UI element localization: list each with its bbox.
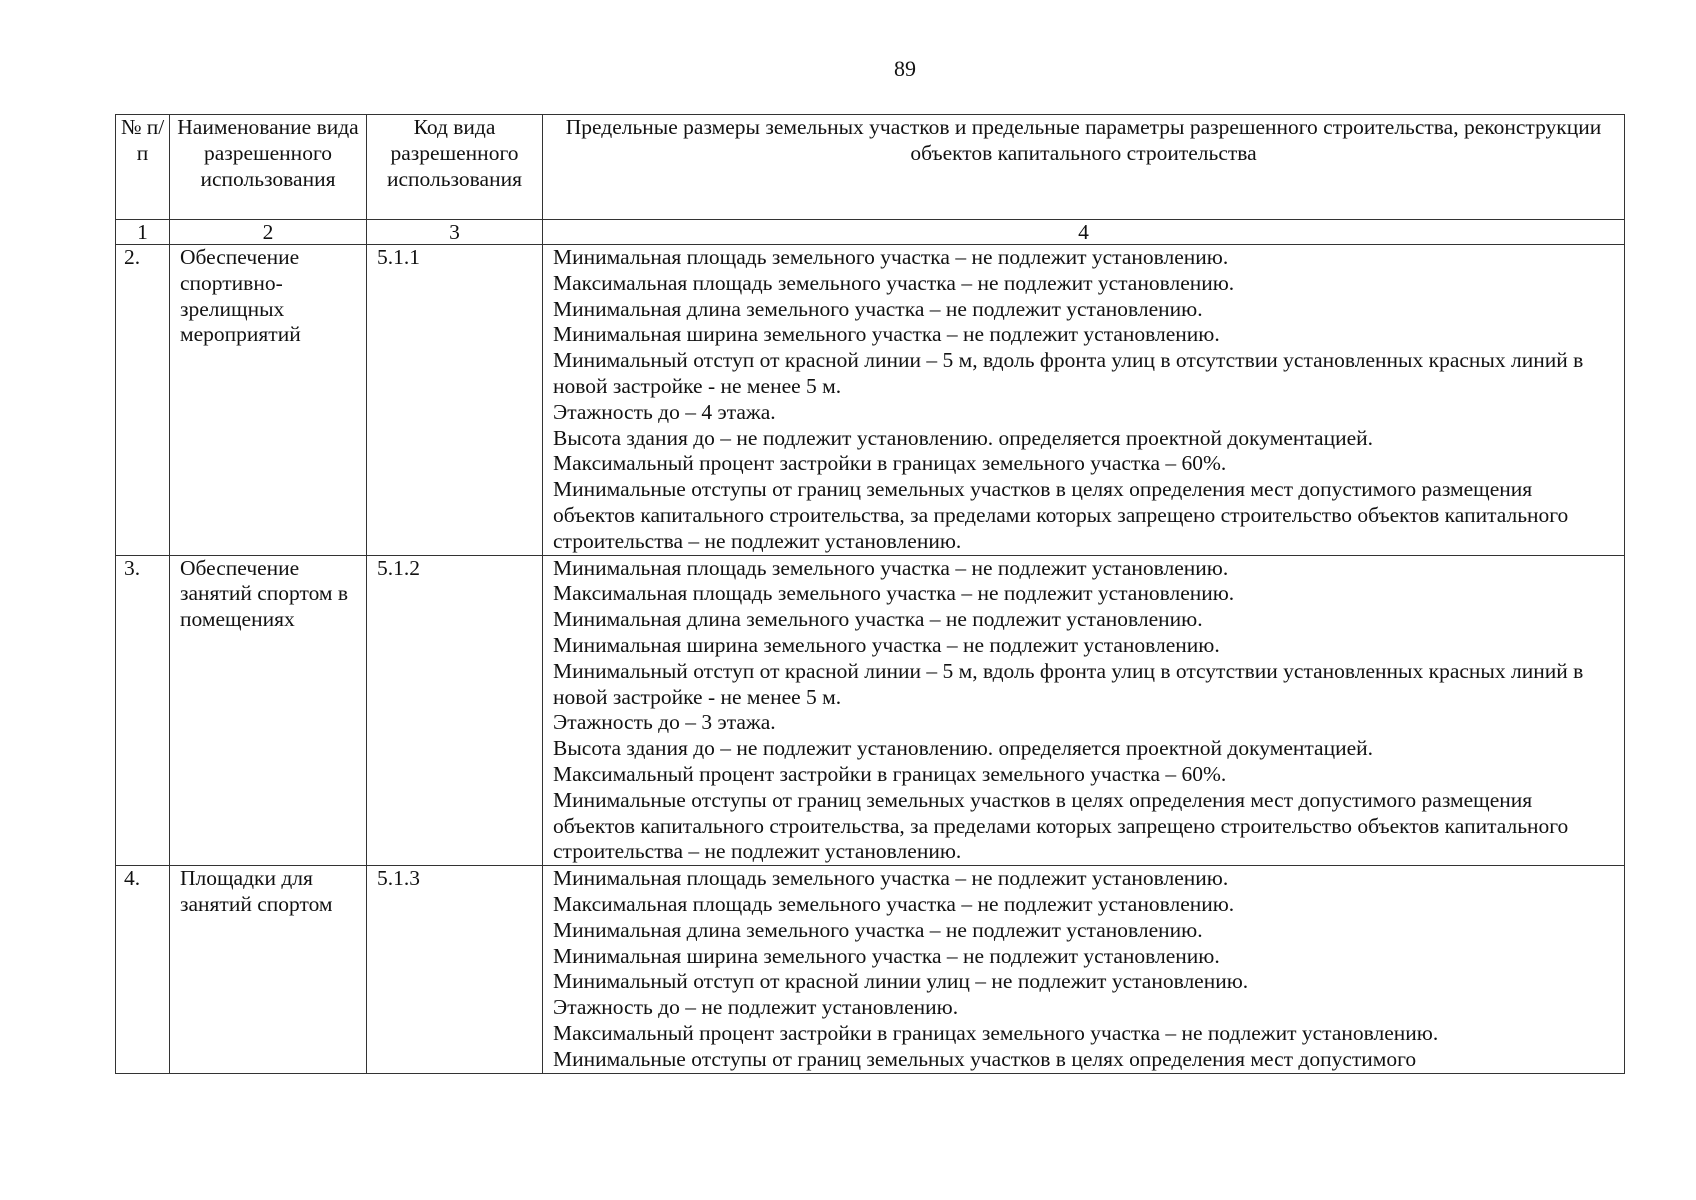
row-number: 4. [116, 866, 170, 1073]
parameter-line: Высота здания до – не подлежит установлению. определяется проектной документацией. [553, 425, 1374, 450]
table-row [116, 555, 1625, 866]
parameter-line: Максимальный процент застройки в границах земельного участка – 60%. [553, 761, 1227, 786]
land-use-parameters-table [115, 114, 1625, 1074]
use-code: 5.1.3 [367, 866, 543, 1073]
use-name: Площадки для занятий спортом [170, 866, 367, 1073]
page-number: 89 [894, 56, 916, 81]
parameter-line: Минимальный отступ от красной линии – 5 м, вдоль фронта улиц в отсутствии установленных красных линий в новой застройке - не менее 5 м. [553, 348, 1584, 398]
parameter-line: Минимальная ширина земельного участка – не подлежит установлению. [553, 322, 1220, 347]
table-row [116, 866, 1625, 1073]
use-parameters [543, 555, 1625, 866]
row-number: 2. [116, 245, 170, 556]
parameter-line: Минимальная площадь земельного участка – не подлежит установлению. [553, 245, 1229, 269]
parameter-line: Минимальная длина земельного участка – не подлежит установлению. [553, 917, 1203, 942]
parameter-line: Высота здания до – не подлежит установлению. определяется проектной документацией. [553, 736, 1374, 761]
parameter-line: Минимальные отступы от границ земельных участков в целях определения мест допустимого [553, 1046, 1417, 1071]
parameter-line: Минимальная ширина земельного участка – не подлежит установлению. [553, 943, 1220, 968]
parameter-line: Минимальные отступы от границ земельных участков в целях определения мест допустимого размещения объектов капитального строительства, за пределами которых запрещено строительство объектов капитального строительства – не подлежит установлению. [553, 787, 1569, 864]
parameter-line: Минимальный отступ от красной линии улиц – не подлежит установлению. [553, 969, 1249, 994]
parameter-line: Максимальная площадь земельного участка – не подлежит установлению. [553, 270, 1235, 295]
header-parameters: Предельные размеры земельных участков и предельные параметры разрешенного строительства, реконструкции объектов капитального строительства [543, 115, 1625, 220]
header-use-name: Наименование вида разрешенного использования [170, 115, 367, 220]
parameter-line: Этажность до – 4 этажа. [553, 399, 776, 424]
table-header-row [116, 115, 1625, 220]
column-number: 1 [116, 220, 170, 245]
parameter-line: Этажность до – не подлежит установлению. [553, 995, 959, 1020]
parameter-line: Минимальная площадь земельного участка – не подлежит установлению. [553, 866, 1229, 891]
parameter-line: Минимальный отступ от красной линии – 5 м, вдоль фронта улиц в отсутствии установленных красных линий в новой застройке - не менее 5 м. [553, 658, 1584, 709]
parameter-line: Минимальные отступы от границ земельных участков в целях определения мест допустимого размещения объектов капитального строительства, за пределами которых запрещено строительство объектов капитального строительства – не подлежит установлению. [553, 477, 1569, 553]
parameter-line: Максимальная площадь земельного участка – не подлежит установлению. [553, 581, 1235, 606]
use-name: Обеспечение спортивно-зрелищных мероприятий [170, 245, 367, 556]
use-code: 5.1.2 [367, 555, 543, 866]
parameter-line: Этажность до – 3 этажа. [553, 710, 776, 735]
parameter-line: Минимальная длина земельного участка – не подлежит установлению. [553, 296, 1203, 321]
row-number: 3. [116, 555, 170, 866]
use-parameters [543, 245, 1625, 556]
column-number: 3 [367, 220, 543, 245]
header-number: № п/п [116, 115, 170, 220]
column-number: 2 [170, 220, 367, 245]
parameter-line: Минимальная площадь земельного участка – не подлежит установлению. [553, 555, 1229, 580]
use-parameters [543, 866, 1625, 1073]
column-number: 4 [543, 220, 1625, 245]
parameter-line: Минимальная ширина земельного участка – не подлежит установлению. [553, 632, 1220, 657]
column-numbers-row [116, 220, 1625, 245]
parameter-line: Минимальная длина земельного участка – не подлежит установлению. [553, 607, 1203, 632]
table-row [116, 245, 1625, 556]
parameter-line: Максимальный процент застройки в границах земельного участка – 60%. [553, 451, 1227, 476]
parameter-line: Максимальный процент застройки в границах земельного участка – не подлежит установлению. [553, 1020, 1439, 1045]
header-use-code: Код вида разрешенного использования [367, 115, 543, 220]
parameter-line: Максимальная площадь земельного участка – не подлежит установлению. [553, 891, 1235, 916]
use-code: 5.1.1 [367, 245, 543, 556]
use-name: Обеспечение занятий спортом в помещениях [170, 555, 367, 866]
